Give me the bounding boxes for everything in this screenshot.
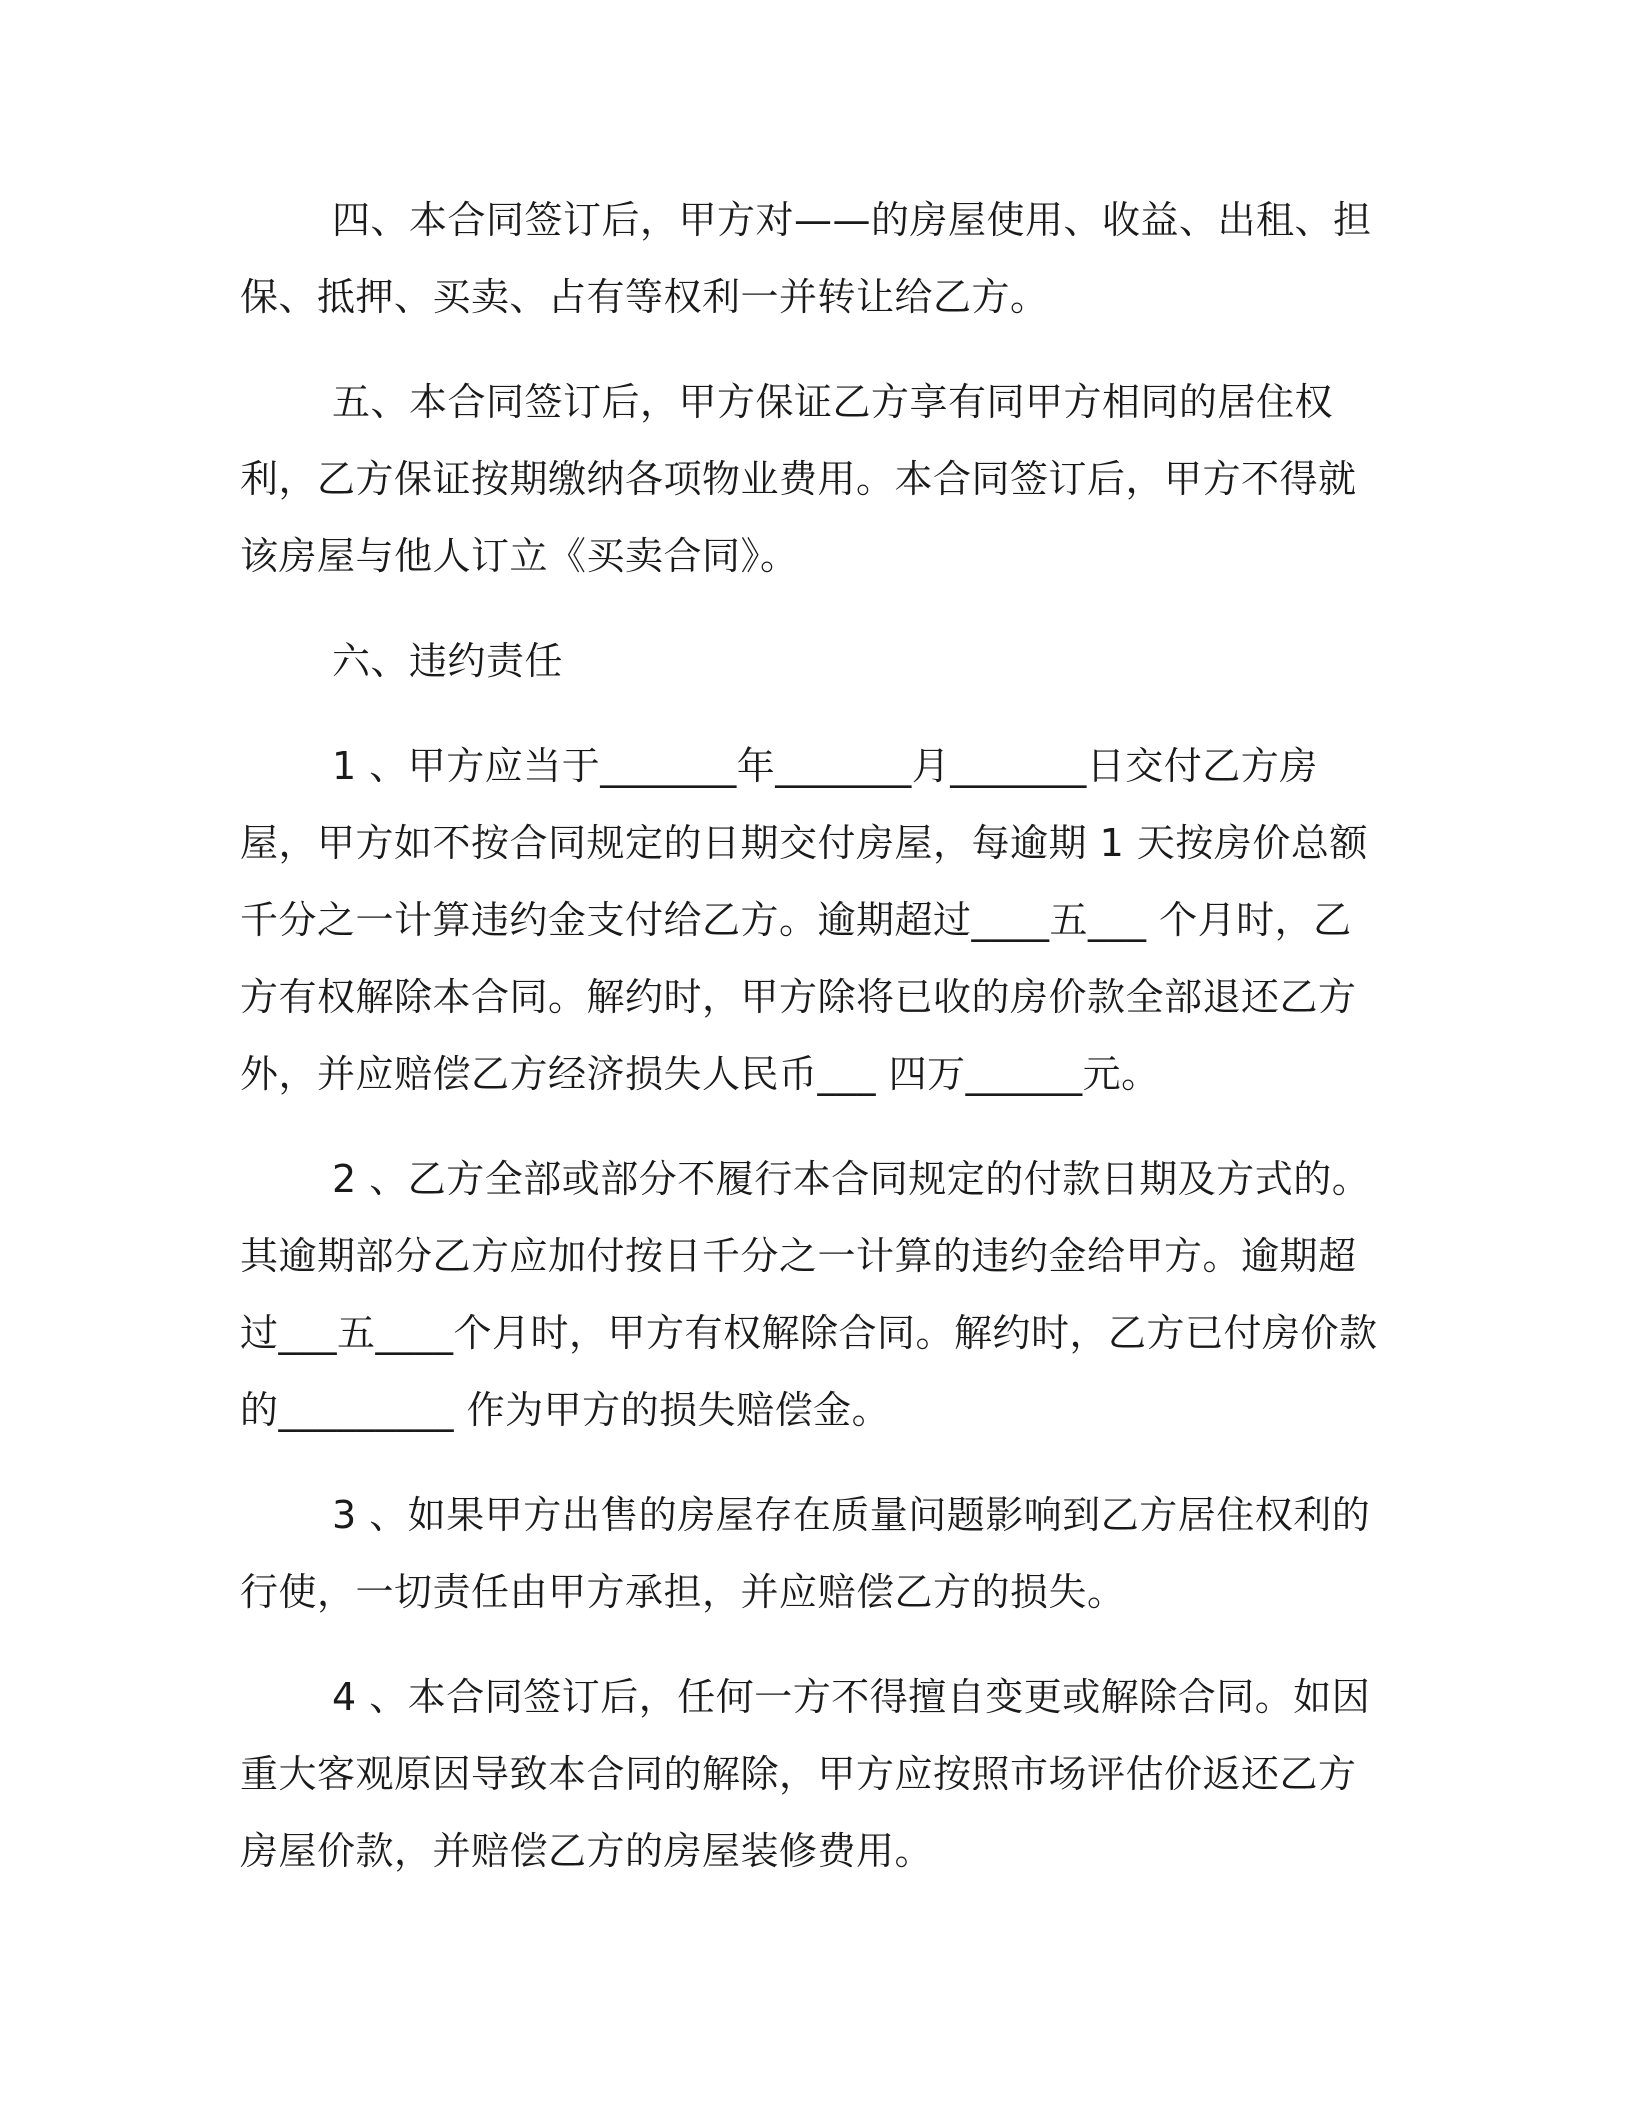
breach-item-4-termination: 4 、本合同签订后，任何一方不得擅自变更或解除合同。如因重大客观原因导致本合同的解除，甲方应按照市场评估价返还乙方房屋价款，并赔偿乙方的房屋装修费用。 <box>240 1675 1371 1873</box>
clause-6-heading-breach: 六、违约责任 <box>332 639 564 683</box>
breach-item-1-seller-delay: 1 、甲方应当于_______年_______月_______日交付乙方房屋，甲方如不按合同规定的日期交付房屋，每逾期 1 天按房价总额千分之一计算违约金支付给乙方。逾期超过____五___ 个月时，乙方有权解除本合同。解约时，甲方除将已收的房价款全部退还乙方外，并应赔偿乙方经济损失人民币___ 四万______元。 <box>240 744 1368 1096</box>
breach-item-2-buyer-payment: 2 、乙方全部或部分不履行本合同规定的付款日期及方式的。其逾期部分乙方应加付按日千分之一计算的违约金给甲方。逾期超过___五____个月时，甲方有权解除合同。解约时，乙方已付房价款的_________ 作为甲方的损失赔偿金。 <box>240 1157 1378 1432</box>
clause-4-ownership-transfer: 四、本合同签订后，甲方对——的房屋使用、收益、出租、担保、抵押、买卖、占有等权利一并转让给乙方。 <box>240 198 1372 319</box>
breach-item-3-quality: 3 、如果甲方出售的房屋存在质量问题影响到乙方居住权利的行使，一切责任由甲方承担，并应赔偿乙方的损失。 <box>240 1493 1371 1614</box>
clause-5-residence-rights: 五、本合同签订后，甲方保证乙方享有同甲方相同的居住权利，乙方保证按期缴纳各项物业费用。本合同签订后，甲方不得就该房屋与他人订立《买卖合同》。 <box>240 380 1357 578</box>
contract-body <box>240 182 1390 1890</box>
